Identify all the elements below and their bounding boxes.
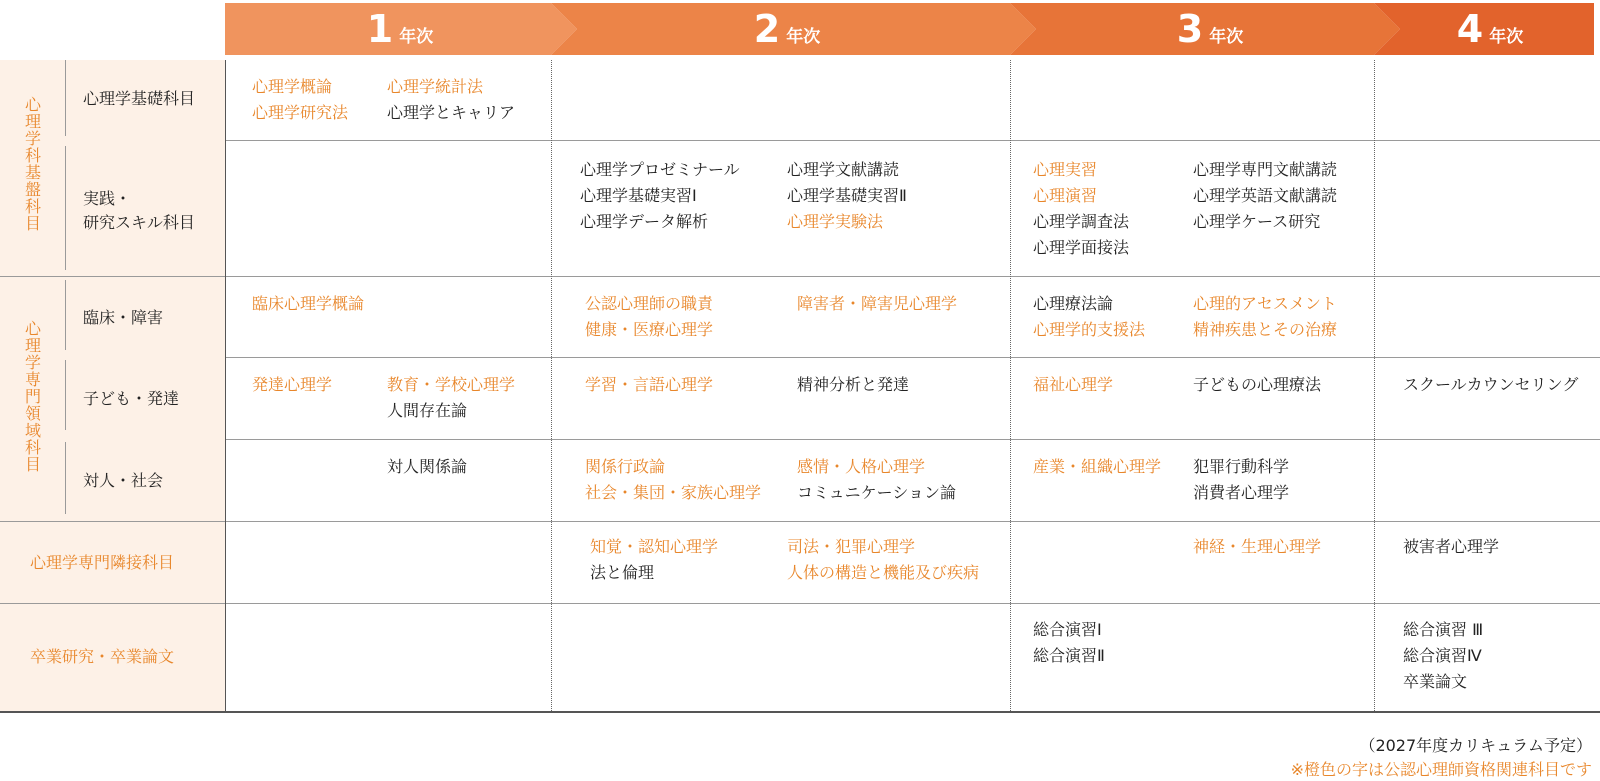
course-item: 社会・集団・家族心理学 <box>585 483 762 502</box>
row-divider <box>225 357 1600 358</box>
year-2-label: 年次 <box>786 26 821 47</box>
row-divider <box>0 603 1600 604</box>
row-label-rinsetsu: 心理学専門隣接科目 <box>30 553 175 572</box>
course-item: 産業・組織心理学 <box>1033 457 1162 476</box>
course-item: 対人関係論 <box>387 457 468 476</box>
group-separator <box>65 360 66 430</box>
group-label-kiban: 心理学科基盤科目 <box>24 95 41 233</box>
course-item: 心理学基礎実習Ⅱ <box>787 186 907 205</box>
curriculum-plan-note: （2027年度カリキュラム予定） <box>1359 736 1592 755</box>
year-divider <box>1010 60 1011 711</box>
year-3-header <box>1145 3 1275 55</box>
row-divider <box>225 140 1600 141</box>
group-label-senmon: 心理学専門領域科目 <box>24 319 41 474</box>
year-2-number: 2 <box>753 7 781 51</box>
course-item: 総合演習Ⅰ <box>1033 620 1102 639</box>
row-label-kiso: 心理学基礎科目 <box>83 89 196 108</box>
group-separator <box>65 442 66 514</box>
course-item: 総合演習Ⅳ <box>1403 646 1482 665</box>
course-item: 健康・医療心理学 <box>585 320 714 339</box>
year-3-label: 年次 <box>1209 26 1244 47</box>
course-item: 心理学文献講読 <box>787 160 900 179</box>
row-divider <box>225 439 1600 440</box>
row-label-rinsho: 臨床・障害 <box>83 308 164 327</box>
table-bottom-rule <box>0 711 1600 713</box>
course-item: 心理学実験法 <box>787 212 884 231</box>
course-item: 公認心理師の職責 <box>585 294 714 313</box>
course-item: 心理学ケース研究 <box>1193 212 1321 231</box>
group-separator <box>65 280 66 350</box>
course-item: 知覚・認知心理学 <box>590 537 719 556</box>
group-separator <box>65 60 66 136</box>
course-item: 心理学研究法 <box>252 103 349 122</box>
year-divider <box>551 60 552 711</box>
orange-legend-note: ※橙色の字は公認心理師資格関連科目です <box>1290 760 1592 779</box>
course-item: 心理学英語文献講読 <box>1193 186 1338 205</box>
course-item: 心理的アセスメント <box>1193 294 1337 313</box>
course-item: 心理学調査法 <box>1033 212 1130 231</box>
course-item: 関係行政論 <box>585 457 666 476</box>
course-item: 発達心理学 <box>252 375 333 394</box>
course-item: 犯罪行動科学 <box>1193 457 1290 476</box>
year-3-number: 3 <box>1176 7 1204 51</box>
course-item: 被害者心理学 <box>1403 537 1500 556</box>
year-4-number: 4 <box>1456 7 1484 51</box>
course-item: 心理学とキャリア <box>387 103 516 122</box>
course-item: 心理実習 <box>1033 160 1098 179</box>
course-item: 子どもの心理療法 <box>1193 375 1322 394</box>
row-label-taijin: 対人・社会 <box>83 471 164 490</box>
course-item: 臨床心理学概論 <box>252 294 365 313</box>
course-item: 感情・人格心理学 <box>797 457 926 476</box>
year-1-number: 1 <box>366 7 394 51</box>
course-item: 人間存在論 <box>387 401 468 420</box>
row-label-jissen-2: 研究スキル科目 <box>83 213 195 232</box>
course-item: 障害者・障害児心理学 <box>797 294 958 313</box>
row-label-kodomo: 子ども・発達 <box>83 389 180 408</box>
course-item: 心理学プロゼミナール <box>580 160 740 179</box>
course-item: 心理学概論 <box>252 77 333 96</box>
row-label-sotsugyo: 卒業研究・卒業論文 <box>30 647 175 666</box>
course-item: 心理学面接法 <box>1033 238 1130 257</box>
label-column-border <box>225 60 226 712</box>
course-item: 司法・犯罪心理学 <box>787 537 916 556</box>
row-divider <box>0 521 1600 522</box>
course-item: 心理療法論 <box>1033 294 1114 313</box>
course-item: 法と倫理 <box>590 563 655 582</box>
course-item: スクールカウンセリング <box>1403 375 1579 394</box>
year-4-label: 年次 <box>1489 26 1524 47</box>
course-item: 精神疾患とその治療 <box>1193 320 1338 339</box>
course-item: 学習・言語心理学 <box>585 375 714 394</box>
course-item: 卒業論文 <box>1403 672 1468 691</box>
year-4-header <box>1425 3 1555 55</box>
course-item: 心理演習 <box>1033 186 1098 205</box>
course-item: 教育・学校心理学 <box>387 375 516 394</box>
year-divider <box>1374 60 1375 711</box>
course-item: コミュニケーション論 <box>797 483 957 502</box>
course-item: 福祉心理学 <box>1033 375 1114 394</box>
course-item: 神経・生理心理学 <box>1193 537 1322 556</box>
course-item: 心理学統計法 <box>387 77 484 96</box>
course-item: 消費者心理学 <box>1193 483 1290 502</box>
row-label-jissen-1: 実践・ <box>83 189 132 208</box>
row-divider <box>0 276 1600 277</box>
course-item: 総合演習 Ⅲ <box>1403 620 1484 639</box>
course-item: 人体の構造と機能及び疾病 <box>787 563 980 582</box>
course-item: 心理学データ解析 <box>580 212 709 231</box>
year-2-header <box>722 3 852 55</box>
course-item: 心理学専門文献講読 <box>1193 160 1338 179</box>
course-item: 精神分析と発達 <box>797 375 910 394</box>
group-separator <box>65 146 66 270</box>
course-item: 心理学基礎実習Ⅰ <box>580 186 697 205</box>
year-1-header <box>340 3 460 55</box>
course-item: 心理学的支援法 <box>1033 320 1146 339</box>
year-1-label: 年次 <box>399 26 434 47</box>
course-item: 総合演習Ⅱ <box>1033 646 1105 665</box>
